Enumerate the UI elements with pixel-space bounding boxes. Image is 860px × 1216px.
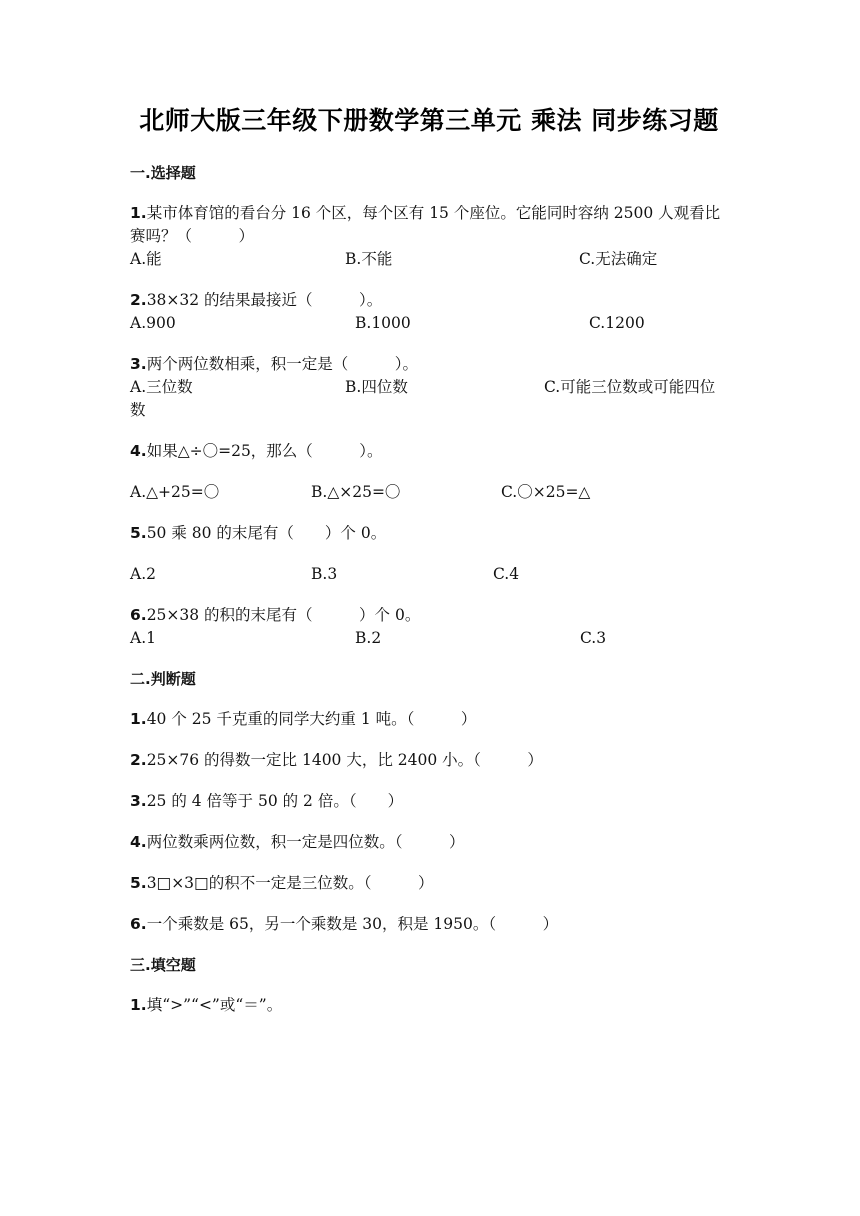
section-title-judgment: 二.判断题 (130, 670, 196, 688)
question-number: 3. (130, 355, 147, 373)
question-number: 2. (130, 751, 147, 769)
option-a: A.1 (130, 629, 156, 647)
question-text: 两位数乘两位数，积一定是四位数。（ ） (146, 833, 465, 851)
question-number: 1. (130, 204, 147, 222)
judgment-question-4 (130, 831, 728, 854)
question-text: 25 的 4 倍等于 50 的 2 倍。（ ） (146, 792, 404, 810)
question-text: 25×38 的积的末尾有（ ）个 0。 (146, 606, 421, 624)
choice-question-4 (130, 440, 728, 504)
question-number: 2. (130, 291, 147, 309)
page-title: 北师大版三年级下册数学第三单元 乘法 同步练习题 (139, 106, 719, 135)
question-number: 1. (130, 710, 147, 728)
question-text: 如果△÷〇=25，那么（ ）。 (146, 442, 383, 460)
question-number: 6. (130, 606, 147, 624)
option-b: B.2 (355, 629, 382, 647)
judgment-question-2 (130, 749, 728, 772)
options-row (130, 248, 728, 271)
option-b: B.3 (311, 565, 338, 583)
choice-question-5 (130, 522, 728, 586)
option-a: A.三位数 (130, 378, 193, 396)
options-row (130, 312, 728, 335)
question-text: 填“>”“<”或“＝”。 (146, 996, 283, 1014)
option-a: A.△+25=〇 (130, 483, 220, 501)
question-number: 4. (130, 442, 147, 460)
question-number: 3. (130, 792, 147, 810)
option-c: C.可能三位数或可能四位数 (130, 378, 716, 419)
question-text: 3□×3□的积不一定是三位数。（ ） (146, 874, 434, 892)
question-stem (130, 790, 728, 813)
question-stem (130, 994, 728, 1017)
choice-question-3 (130, 353, 728, 422)
question-text: 38×32 的结果最接近（ ）。 (146, 291, 383, 309)
option-b: B.1000 (355, 314, 411, 332)
question-text: 50 乘 80 的末尾有（ ）个 0。 (146, 524, 387, 542)
question-stem (130, 872, 728, 895)
question-stem (130, 353, 728, 376)
option-a: A.能 (130, 250, 162, 268)
question-text: 25×76 的得数一定比 1400 大，比 2400 小。（ ） (146, 751, 543, 769)
choice-question-1 (130, 202, 728, 271)
options-row (130, 627, 728, 650)
choice-question-6 (130, 604, 728, 650)
question-stem (130, 913, 728, 936)
question-stem (130, 440, 728, 463)
option-b: B.四位数 (345, 378, 408, 396)
question-stem (130, 604, 728, 627)
question-stem (130, 202, 728, 248)
question-number: 5. (130, 524, 147, 542)
question-stem (130, 289, 728, 312)
question-text: 某市体育馆的看台分 16 个区，每个区有 15 个座位。它能同时容纳 2500 人观看比赛吗？（ ） (130, 204, 721, 245)
question-text: 40 个 25 千克重的同学大约重 1 吨。（ ） (146, 710, 477, 728)
option-c: C.4 (493, 565, 520, 583)
question-stem (130, 522, 728, 545)
question-text: 一个乘数是 65，另一个乘数是 30，积是 1950。（ ） (146, 915, 559, 933)
judgment-question-1 (130, 708, 728, 731)
option-c: C.1200 (589, 314, 645, 332)
choice-question-2 (130, 289, 728, 335)
option-a: A.2 (130, 565, 156, 583)
judgment-question-6 (130, 913, 728, 936)
option-c: C.3 (580, 629, 607, 647)
question-stem (130, 749, 728, 772)
options-row (130, 481, 728, 504)
question-number: 6. (130, 915, 147, 933)
question-number: 4. (130, 833, 147, 851)
section-title-fill-in: 三.填空题 (130, 956, 196, 974)
question-stem (130, 831, 728, 854)
question-stem (130, 708, 728, 731)
option-b: B.△×25=〇 (311, 483, 401, 501)
section-title-choice: 一.选择题 (130, 164, 196, 182)
question-number: 5. (130, 874, 147, 892)
judgment-question-3 (130, 790, 728, 813)
option-a: A.900 (130, 314, 176, 332)
fill-question-1 (130, 994, 728, 1017)
judgment-question-5 (130, 872, 728, 895)
option-c: C.〇×25=△ (501, 483, 591, 501)
options-block (130, 376, 728, 422)
option-b: B.不能 (345, 250, 393, 268)
options-row (130, 563, 728, 586)
option-c: C.无法确定 (579, 250, 658, 268)
question-text: 两个两位数相乘，积一定是（ ）。 (146, 355, 418, 373)
question-number: 1. (130, 996, 147, 1014)
